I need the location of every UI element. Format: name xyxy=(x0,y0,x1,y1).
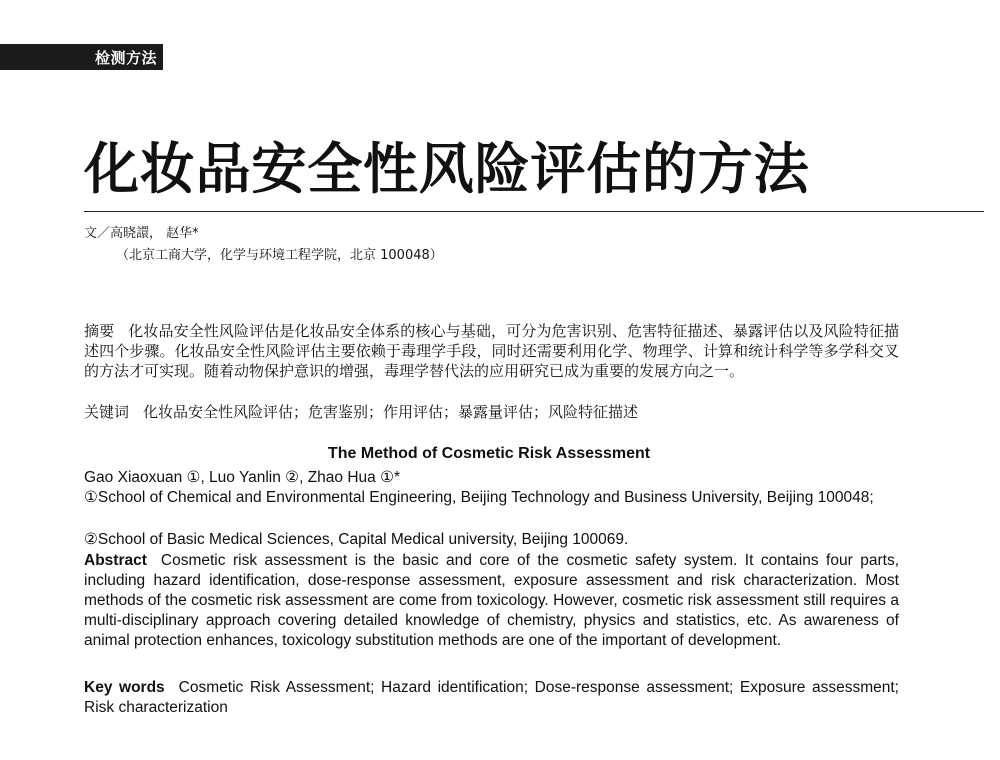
author-byline: 文／高晓譞， 赵华* xyxy=(84,226,199,241)
title-divider xyxy=(84,211,984,212)
chinese-keywords xyxy=(84,402,638,422)
english-abstract xyxy=(84,551,899,651)
chinese-abstract-text: 化妆品安全性风险评估是化妆品安全体系的核心与基础，可分为危害识别、危害特征描述、暴露评估以及风险特征描述四个步骤。化妆品安全性风险评估主要依赖于毒理学手段，同时还需要利用化学、物理学、计算和统计科学等多学科交叉的方法才可实现。随着动物保护意识的增强，毒理学替代法的应用研究已成为重要的发展方向之一。 xyxy=(84,322,899,380)
section-tag-label: 检测方法 xyxy=(94,49,157,67)
chinese-keywords-label: 关键词 xyxy=(84,403,130,421)
english-affiliation-1: ①School of Chemical and Environmental Engineering, Beijing Technology and Business University, Beijing 100048; xyxy=(84,489,874,506)
english-keywords xyxy=(84,678,899,718)
author-affiliation: （北京工商大学，化学与环境工程学院，北京 100048） xyxy=(116,248,443,263)
english-abstract-text: Cosmetic risk assessment is the basic and core of the cosmetic safety system. It contains four parts, including hazard identification, dose-response assessment, exposure assessment and risk characterization. Most methods of the cosmetic risk assessment are come from toxicology. However, cosmetic risk assessment still requires a multi-disciplinary approach covering detailed knowledge of chemistry, physics and statistics, etc. As awareness of animal protection enhances, toxicology substitution methods are one of the important of development. xyxy=(84,552,899,649)
english-affiliation-2: ②School of Basic Medical Sciences, Capital Medical university, Beijing 100069. xyxy=(84,531,629,548)
chinese-abstract-label: 摘要 xyxy=(84,322,115,340)
english-title: The Method of Cosmetic Risk Assessment xyxy=(327,445,651,462)
english-abstract-label: Abstract xyxy=(84,552,147,569)
chinese-keywords-text: 化妆品安全性风险评估；危害鉴别；作用评估；暴露量评估；风险特征描述 xyxy=(143,403,639,421)
english-keywords-text: Cosmetic Risk Assessment; Hazard identification; Dose-response assessment; Exposure assessment; Risk characterization xyxy=(84,679,899,716)
english-authors: Gao Xiaoxuan ①, Luo Yanlin ②, Zhao Hua ①* xyxy=(84,469,400,486)
article-title: 化妆品安全性风险评估的方法 xyxy=(84,136,810,201)
section-tag xyxy=(0,44,163,70)
english-keywords-label: Key words xyxy=(84,679,165,696)
chinese-abstract xyxy=(84,321,899,381)
